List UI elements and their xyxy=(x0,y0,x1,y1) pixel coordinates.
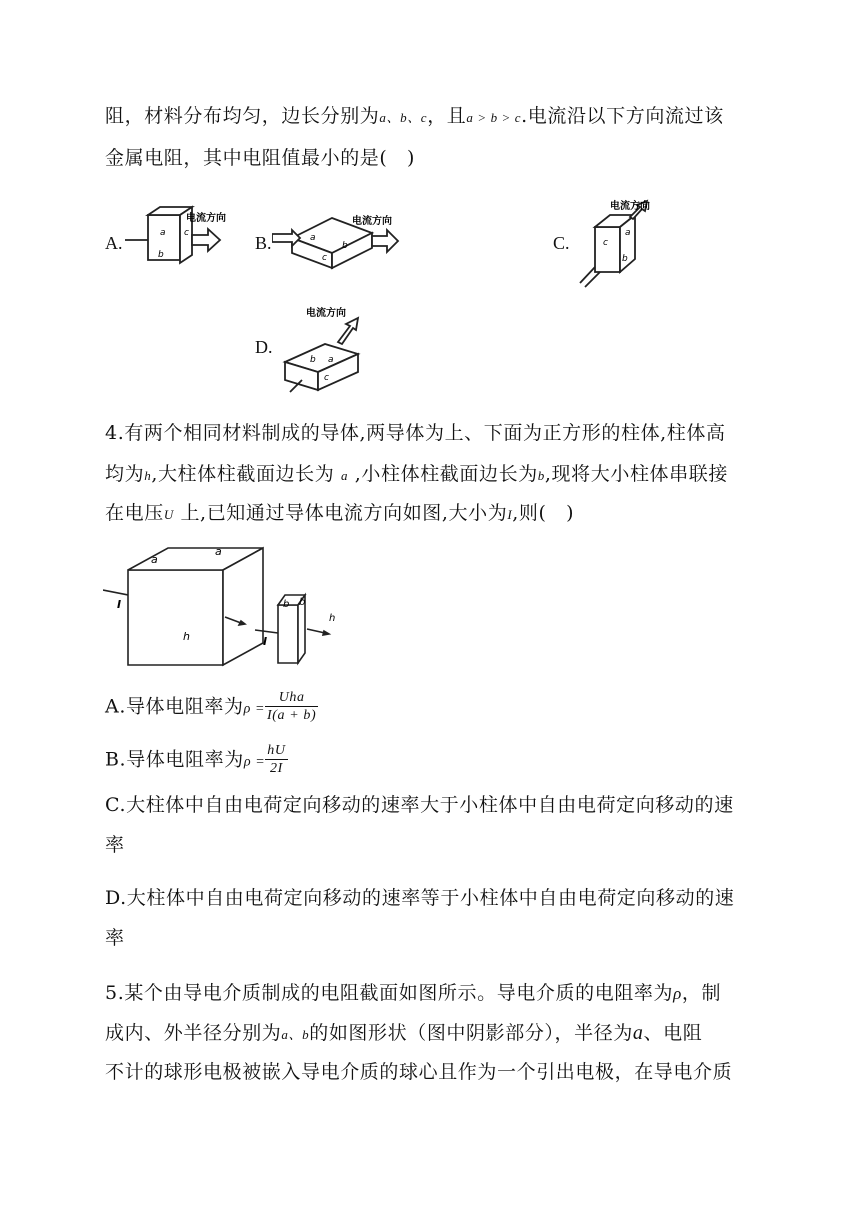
current-direction-label: 电流方向 xyxy=(186,213,226,224)
q3-text-1a: 阻，材料分布均匀，边长分别为 xyxy=(105,105,380,127)
q5-line3: 不计的球形电极被嵌入导电介质的球心且作为一个引出电极，在导电介质 xyxy=(105,1061,733,1083)
q5-text-1a: 5.某个由导电介质制成的电阻截面如图所示。导电介质的电阻率为 xyxy=(105,982,674,1004)
q4-option-a-text: A.导体电阻率为 xyxy=(105,695,244,718)
q4-option-b-numerator: hU xyxy=(267,743,286,758)
fig-i1-label: I xyxy=(117,598,122,611)
q4-option-d-line1: D.大柱体中自由电荷定向移动的速率等于小柱体中自由电荷定向移动的速 xyxy=(105,887,735,909)
edge-b-icon: b xyxy=(310,355,316,365)
q4-text-3c: ,则( ) xyxy=(512,502,575,524)
q4-text-3b: 上,已知通过导体电流方向如图,大小为 xyxy=(180,502,508,524)
q3-option-a-figure xyxy=(120,205,230,277)
q5-text-1b: ，制 xyxy=(681,982,722,1004)
edge-c-icon: c xyxy=(324,373,329,383)
q3-option-a-label: A. xyxy=(105,233,123,253)
q4-option-a-numerator: Uha xyxy=(265,690,318,707)
q4-var-h: h xyxy=(144,468,152,483)
edge-b-icon: b xyxy=(342,241,348,251)
fig-b1-label: b xyxy=(283,599,290,610)
q5-text-2b: 的如图形状（图中阴影部分），半径为 xyxy=(309,1022,633,1044)
q3-text-1c: .电流沿以下方向流过该 xyxy=(521,105,724,127)
q4-option-a-denominator: I(a + b) xyxy=(267,708,317,723)
current-direction-label: 电流方向 xyxy=(306,308,346,319)
q3-vars-abc: a、b、c xyxy=(379,110,428,125)
q3-text-1b: ，且 xyxy=(427,105,467,127)
fig-b2-label: b xyxy=(299,597,306,608)
q4-option-b-rho: ρ = xyxy=(243,754,266,770)
q4-line3 xyxy=(105,500,574,528)
q3-option-b-figure xyxy=(272,208,417,270)
q4-var-a: a xyxy=(341,468,349,483)
q4-option-b-text: B.导体电阻率为 xyxy=(105,748,244,771)
edge-a-icon: a xyxy=(160,228,166,238)
q5-vars-ab: a、b xyxy=(281,1027,310,1042)
q4-text-2a: 均为 xyxy=(105,463,145,485)
edge-c-icon: c xyxy=(603,238,608,248)
q3-line2: 金属电阻，其中电阻值最小的是( ) xyxy=(105,147,416,169)
current-direction-label: 电流方向 xyxy=(352,216,392,227)
q4-text-2d: ,现将大小柱体串联接 xyxy=(544,463,728,485)
q5-text-2a: 成内、外半径分别为 xyxy=(105,1022,282,1044)
q4-var-u: U xyxy=(163,507,174,522)
q4-conductor-figure xyxy=(103,545,348,670)
fig-h2-label: h xyxy=(329,613,336,624)
edge-c-icon: c xyxy=(184,228,189,238)
q4-option-c-line2: 率 xyxy=(105,834,125,856)
q4-option-b-denominator: 2I xyxy=(270,761,283,776)
edge-c-icon: c xyxy=(322,253,327,263)
edge-b-icon: b xyxy=(158,250,164,260)
q3-option-c-label: C. xyxy=(553,233,570,253)
edge-a-icon: a xyxy=(625,228,631,238)
q4-var-b: b xyxy=(537,468,545,483)
q3-option-d-label: D. xyxy=(255,337,273,357)
edge-a-icon: a xyxy=(310,233,316,243)
q4-option-a xyxy=(105,690,318,725)
fig-i2-label: I xyxy=(263,635,268,648)
q4-var-i: I xyxy=(507,507,513,522)
q4-text-2c: ,小柱体柱截面边长为 xyxy=(354,463,538,485)
q4-option-a-rho: ρ = xyxy=(243,701,266,717)
edge-b-icon: b xyxy=(622,254,628,264)
q3-option-c-figure xyxy=(575,197,665,292)
q4-line2 xyxy=(105,461,728,489)
q4-line1: 4.有两个相同材料制成的导体,两导体为上、下面为正方形的柱体,柱体高 xyxy=(105,422,726,444)
q4-text-2b: ,大柱体柱截面边长为 xyxy=(151,463,335,485)
q4-option-b-fraction xyxy=(265,743,287,778)
q4-option-b xyxy=(105,743,288,778)
q4-option-c-line1: C.大柱体中自由电荷定向移动的速率大于小柱体中自由电荷定向移动的速 xyxy=(105,794,734,816)
q4-option-a-fraction xyxy=(265,690,318,725)
q3-line1 xyxy=(105,103,724,131)
q5-line1 xyxy=(105,980,721,1007)
edge-a-icon: a xyxy=(328,355,334,365)
fig-a2-label: a xyxy=(215,545,222,558)
q5-var-a: a xyxy=(632,1022,644,1044)
q3-option-d-figure xyxy=(280,302,390,394)
q5-var-rho: ρ xyxy=(673,984,682,1003)
current-direction-label: 电流方向 xyxy=(610,201,650,212)
fig-a1-label: a xyxy=(151,553,158,566)
q4-option-d-line2: 率 xyxy=(105,927,125,949)
q5-text-2c: 、电阻 xyxy=(643,1022,703,1044)
q5-line2 xyxy=(105,1020,702,1048)
q4-text-3a: 在电压 xyxy=(105,502,164,524)
q3-option-b-label: B. xyxy=(255,233,272,253)
q3-inequality: a > b > c xyxy=(466,110,522,125)
fig-h1-label: h xyxy=(183,630,190,643)
